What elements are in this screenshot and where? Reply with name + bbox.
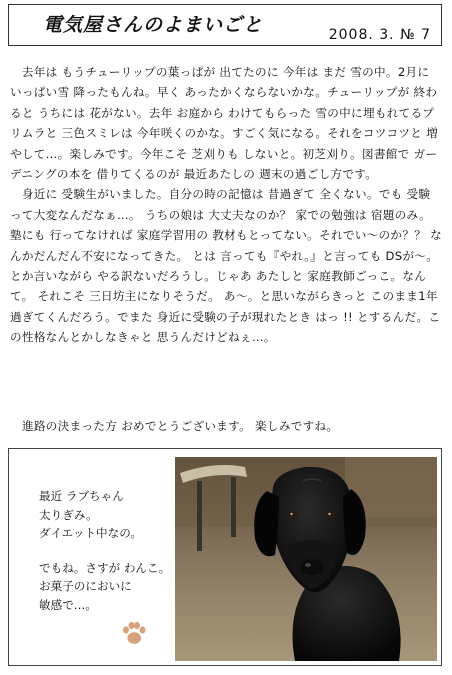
caption-line: 最近 ラブちゃん [39, 489, 124, 503]
caption-line: お菓子のにおいに [39, 579, 132, 593]
dog-photo [175, 457, 437, 661]
paw-print-icon [121, 621, 147, 645]
newsletter-title: 電気屋さんのよまいごと [43, 14, 264, 36]
dog-photo-box [8, 448, 442, 666]
caption-line: ダイエット中なの。 [39, 526, 142, 540]
article-body [10, 62, 442, 348]
closing-message: 進路の決まった方 おめでとうございます。 楽しみですね。 [22, 419, 339, 433]
caption-line: でもね。さすが わんこ。 [39, 560, 171, 575]
caption-line: 敏感で…。 [39, 597, 97, 612]
paragraph-exams: 身近に 受験生がいました。自分の時の記憶は 昔過ぎて 全くない。でも 受験って大変なんだなぁ…。 うちの娘は 大丈夫なのか？ 家での勉強は 宿題のみ。塾にも 行ってなければ 家庭学習用の 教材もとってない。それでい～のか？？ なんかだんだん不安になってきた。 とは 言っても『やれ。』と言っても DSが～。とか言いながら やる訳ないだろうし。じゃあ あたしと 家庭教師ごっこ。なんて。 それこそ 三日坊主になりそうだ。 あ～。と思いながらきっと このまま1年過ぎてくんだろう。でまた 身近に受験の子が現れたとき はっ !! とするんだ。この性格なんとかしなきゃと 思うんだけどねぇ…。 [10, 187, 442, 345]
dog-caption [39, 487, 170, 614]
paragraph-gardening: 去年は もうチューリップの葉っぱが 出てたのに 今年は まだ 雪の中。2月に いっぱい雪 降ったもんね。早く あったかくならないかな。チューリップが 終わると うちには 花がない。去年 お庭から わけてもらった 雪の中に埋もれてるプリムラと 三色スミレは 今年咲くのかな。すごく気になる。それをコツコツと 増やして…。楽しみです。今年こそ 芝刈りも しないと。初芝刈り。図書館で ガーデニングの本を 借りてくるのが 最近あたしの 週末の過ごし方です。 [10, 65, 439, 182]
issue-number: 2008. 3. № 7 [328, 27, 431, 43]
caption-line: 太りぎみ。 [39, 507, 98, 522]
newsletter-header [8, 4, 442, 46]
